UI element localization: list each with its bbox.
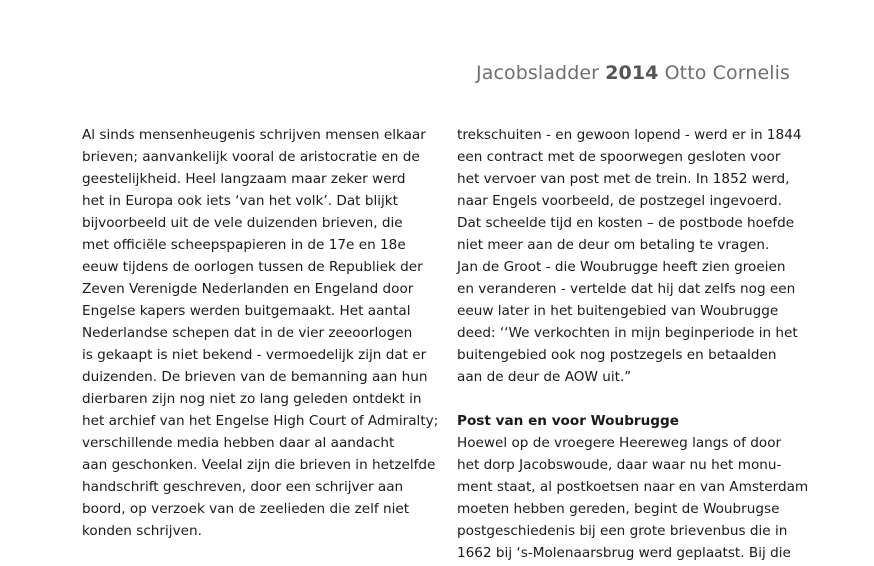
left-column (82, 124, 439, 542)
text-line: Al sinds mensenheugenis schrijven mensen elkaar (82, 127, 426, 143)
text-line: aan de deur de AOW uit.” (457, 369, 632, 385)
text-line: geestelijkheid. Heel langzaam maar zeker werd (82, 171, 406, 187)
text-line: Jan de Groot - die Woubrugge heeft zien groeien (457, 259, 786, 275)
text-line: een contract met de spoorwegen gesloten voor (457, 149, 781, 165)
header-title: Jacobsladder (476, 62, 606, 84)
text-line: eeuw tijdens de oorlogen tussen de Republiek der (82, 259, 423, 275)
text-line: niet meer aan de deur om betaling te vragen. (457, 237, 770, 253)
text-line: deed: ‘‘We verkochten in mijn beginperiode in het (457, 325, 798, 341)
page-header (476, 62, 790, 84)
text-line: en veranderen - vertelde dat hij dat zelfs nog een (457, 281, 796, 297)
text-line: postgeschiedenis bij een grote brievenbus die in (457, 523, 788, 539)
text-line: boord, op verzoek van de zeelieden die zelf niet (82, 501, 410, 517)
text-line: met officiële scheepspapieren in de 17e en 18e (82, 237, 406, 253)
header-author: Otto Cornelis (658, 62, 790, 84)
text-line: moeten hebben gereden, begint de Woubrugse (457, 501, 780, 517)
text-line: brieven; aanvankelijk vooral de aristocratie en de (82, 149, 420, 165)
text-line: verschillende media hebben daar al aandacht (82, 435, 395, 451)
header-year: 2014 (605, 62, 659, 84)
text-line: Dat scheelde tijd en kosten – de postbode hoefde (457, 215, 795, 231)
text-line: eeuw later in het buitengebied van Woubrugge (457, 303, 779, 319)
text-line: aan geschonken. Veelal zijn die brieven in hetzelfde (82, 457, 436, 473)
text-line: dierbaren zijn nog niet zo lang geleden ontdekt in (82, 391, 422, 407)
text-line: naar Engels voorbeeld, de postzegel ingevoerd. (457, 193, 782, 209)
text-line: 1662 bij ‘s-Molenaarsbrug werd geplaatst. Bij die (457, 545, 791, 561)
text-line: konden schrijven. (82, 523, 202, 539)
text-line: het archief van het Engelse High Court of Admiralty; (82, 413, 439, 429)
text-line: het dorp Jacobswoude, daar waar nu het monu- (457, 457, 782, 473)
text-line: Nederlandse schepen dat in de vier zeeoorlogen (82, 325, 413, 341)
text-line: bijvoorbeeld uit de vele duizenden brieven, die (82, 215, 403, 231)
text-line: het vervoer van post met de trein. In 1852 werd, (457, 171, 790, 187)
text-line: handschrift geschreven, door een schrijver aan (82, 479, 404, 495)
paragraph-spacer (457, 388, 802, 410)
text-line: ment staat, al postkoetsen naar en van Amsterdam (457, 479, 809, 495)
text-line: duizenden. De brieven van de bemanning aan hun (82, 369, 428, 385)
section-heading: Post van en voor Woubrugge (457, 413, 679, 429)
text-line: trekschuiten - en gewoon lopend - werd er in 1844 (457, 127, 802, 143)
text-line: is gekaapt is niet bekend - vermoedelijk zijn dat er (82, 347, 427, 363)
text-line: buitengebied ook nog postzegels en betaalden (457, 347, 777, 363)
text-line: Hoewel op de vroegere Heereweg langs of door (457, 435, 782, 451)
text-line: Zeven Verenigde Nederlanden en Engeland door (82, 281, 414, 297)
right-column (457, 124, 809, 564)
text-line: Engelse kapers werden buitgemaakt. Het aantal (82, 303, 411, 319)
text-line: het in Europa ook iets ‘van het volk’. Dat blijkt (82, 193, 398, 209)
